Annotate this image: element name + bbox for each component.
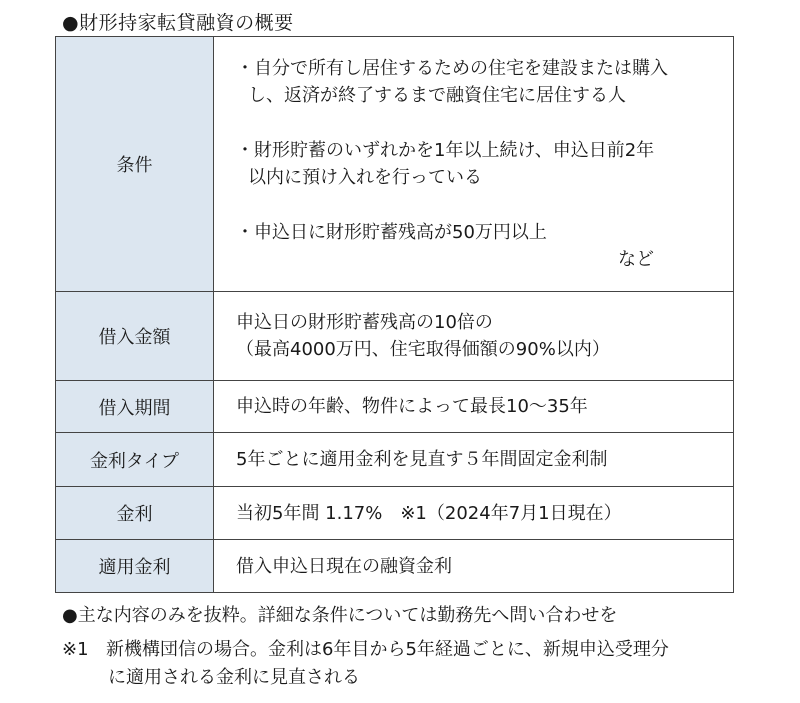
main-note: ●主な内容のみを抜粋。詳細な条件については勤務先へ問い合わせを <box>62 605 618 626</box>
row-label-rate-type: 金利タイプ <box>56 433 214 487</box>
row-value-loan-period: 申込時の年齢、物件によって最長10～35年 <box>214 381 734 433</box>
row-label-loan-period: 借入期間 <box>56 381 214 433</box>
row-label-loan-amount: 借入金額 <box>56 292 214 381</box>
table-row <box>56 37 734 292</box>
condition-item: ・申込日に財形貯蓄残高が50万円以上 <box>236 222 547 243</box>
loan-summary-table <box>55 36 734 593</box>
condition-item: ・財形貯蓄のいずれかを1年以上続け、申込日前2年 <box>236 140 655 161</box>
table-row <box>56 381 734 433</box>
footnote-mark: ※1 <box>62 639 89 660</box>
loan-amount-line: 申込日の財形貯蓄残高の10倍の <box>236 312 493 333</box>
table-row <box>56 292 734 381</box>
table-row <box>56 433 734 487</box>
footnote-line-1: 新機構団信の場合。金利は6年目から5年経過ごとに、新規申込受理分 <box>106 639 669 660</box>
condition-item-cont: 以内に預け入れを行っている <box>248 167 482 188</box>
condition-item-cont: し、返済が終了するまで融資住宅に居住する人 <box>248 85 626 106</box>
row-label-rate: 金利 <box>56 487 214 540</box>
row-value-loan-amount <box>214 292 734 381</box>
etc-text: など <box>618 249 654 270</box>
table-row <box>56 540 734 593</box>
page-title: ●財形持家転貸融資の概要 <box>62 12 294 34</box>
row-label-applied-rate: 適用金利 <box>56 540 214 593</box>
footnote <box>62 636 669 692</box>
loan-amount-line: （最高4000万円、住宅取得価額の90%以内） <box>236 339 610 360</box>
row-value-rate: 当初5年間 1.17% ※1（2024年7月1日現在） <box>214 487 734 540</box>
footnote-line-2: に適用される金利に見直される <box>108 667 360 688</box>
condition-item: ・自分で所有し居住するための住宅を建設または購入 <box>236 58 668 79</box>
row-value-applied-rate: 借入申込日現在の融資金利 <box>214 540 734 593</box>
row-value-rate-type: 5年ごとに適用金利を見直す５年間固定金利制 <box>214 433 734 487</box>
row-value-conditions <box>214 37 734 292</box>
row-label-conditions: 条件 <box>56 37 214 292</box>
table-row <box>56 487 734 540</box>
